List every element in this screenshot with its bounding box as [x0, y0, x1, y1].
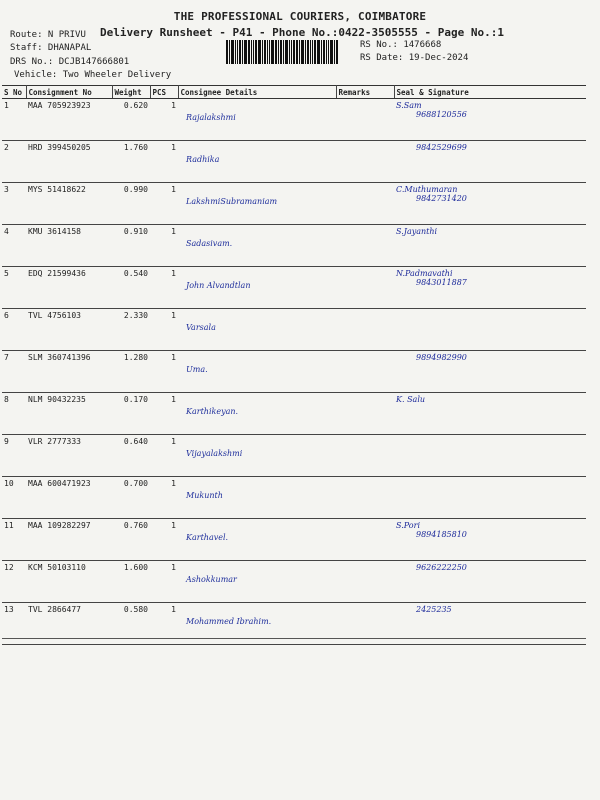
- row-weight: 0.540: [112, 267, 150, 309]
- barcode-bar: [336, 40, 338, 64]
- signature-name: K. Salu: [396, 395, 426, 404]
- table-row: [2, 141, 586, 183]
- barcode-bar: [330, 40, 333, 64]
- table-row: [2, 519, 586, 561]
- barcode-bar: [321, 40, 322, 64]
- table-header-row: [2, 86, 586, 99]
- drs-number: DRS No.: DCJB147666801: [10, 57, 130, 67]
- table-row: [2, 435, 586, 477]
- row-pcs: 1: [150, 183, 178, 225]
- col-consignee: Consignee Details: [178, 86, 336, 99]
- row-consignee: [178, 435, 336, 477]
- row-consignment: MAA 600471923: [26, 477, 112, 519]
- row-sno: 4: [2, 225, 26, 267]
- row-consignment: NLM 90432235: [26, 393, 112, 435]
- row-weight: 1.280: [112, 351, 150, 393]
- row-weight: 0.580: [112, 603, 150, 645]
- barcode-bar: [226, 40, 228, 64]
- col-pcs: PCS: [150, 86, 178, 99]
- barcode-bar: [262, 40, 263, 64]
- rs-number: RS No.: 1476668: [360, 40, 442, 50]
- barcode-bar: [275, 40, 277, 64]
- barcode-bar: [271, 40, 274, 64]
- barcode-bar: [248, 40, 250, 64]
- row-sno: 13: [2, 603, 26, 645]
- barcode-bar: [317, 40, 320, 64]
- company-title: THE PROFESSIONAL COURIERS, COIMBATORE: [173, 10, 427, 23]
- consignee-name: LakshmiSubramaniam: [186, 197, 278, 206]
- signature-name: S.Jayanthi: [396, 227, 438, 236]
- barcode-bar: [323, 40, 325, 64]
- row-weight: 0.990: [112, 183, 150, 225]
- barcode-bar: [283, 40, 284, 64]
- row-signature: [394, 99, 586, 141]
- col-signature: Seal & Signature: [394, 86, 586, 99]
- row-weight: 0.760: [112, 519, 150, 561]
- row-signature: [394, 393, 586, 435]
- row-pcs: 1: [150, 99, 178, 141]
- barcode-bar: [251, 40, 252, 64]
- consignee-name: Sadasivam.: [186, 239, 233, 248]
- barcode-bar: [253, 40, 254, 64]
- row-sno: 11: [2, 519, 26, 561]
- row-pcs: 1: [150, 141, 178, 183]
- row-consignment: TVL 4756103: [26, 309, 112, 351]
- signature-name: S.Pori: [396, 521, 420, 530]
- row-pcs: 1: [150, 309, 178, 351]
- row-remarks: [336, 309, 394, 351]
- barcode-bar: [237, 40, 238, 64]
- row-weight: 0.170: [112, 393, 150, 435]
- signature-phone: 9626222250: [416, 563, 467, 572]
- col-consignment: Consignment No: [26, 86, 112, 99]
- consignee-name: Mohammed Ibrahim.: [186, 617, 272, 626]
- row-consignee: [178, 393, 336, 435]
- row-remarks: [336, 225, 394, 267]
- consignee-name: Rajalakshmi: [186, 113, 236, 122]
- row-consignee: [178, 477, 336, 519]
- row-signature: [394, 141, 586, 183]
- row-consignment: SLM 360741396: [26, 351, 112, 393]
- row-remarks: [336, 519, 394, 561]
- row-remarks: [336, 393, 394, 435]
- row-consignee: [178, 141, 336, 183]
- consignee-name: Vijayalakshmi: [186, 449, 243, 458]
- row-remarks: [336, 99, 394, 141]
- row-sno: 10: [2, 477, 26, 519]
- row-consignment: MAA 109282297: [26, 519, 112, 561]
- row-sno: 2: [2, 141, 26, 183]
- barcode-bar: [231, 40, 234, 64]
- signature-phone: 2425235: [416, 605, 452, 614]
- staff-label: Staff: DHANAPAL: [10, 43, 92, 53]
- barcode-bar: [312, 40, 313, 64]
- row-remarks: [336, 267, 394, 309]
- footer-divider: [2, 638, 586, 639]
- barcode-bar: [267, 40, 268, 64]
- row-pcs: 1: [150, 267, 178, 309]
- barcode-bar: [299, 40, 300, 64]
- barcode-bar: [285, 40, 288, 64]
- row-signature: [394, 561, 586, 603]
- row-weight: 0.620: [112, 99, 150, 141]
- barcode-bar: [229, 40, 230, 64]
- signature-name: C.Muthumaran: [396, 185, 458, 194]
- row-consignee: [178, 309, 336, 351]
- row-weight: 0.640: [112, 435, 150, 477]
- row-consignment: MAA 705923923: [26, 99, 112, 141]
- barcode-bar: [326, 40, 327, 64]
- row-remarks: [336, 435, 394, 477]
- runsheet-table: [2, 85, 586, 645]
- barcode-bar: [314, 40, 316, 64]
- row-weight: 1.600: [112, 561, 150, 603]
- row-consignment: KCM 50103110: [26, 561, 112, 603]
- row-pcs: 1: [150, 561, 178, 603]
- row-sno: 12: [2, 561, 26, 603]
- table-row: [2, 351, 586, 393]
- row-signature: [394, 183, 586, 225]
- barcode-bar: [258, 40, 261, 64]
- row-signature: [394, 225, 586, 267]
- table-row: [2, 393, 586, 435]
- row-weight: 0.700: [112, 477, 150, 519]
- consignee-name: Karthikeyan.: [186, 407, 239, 416]
- row-weight: 2.330: [112, 309, 150, 351]
- table-row: [2, 309, 586, 351]
- row-sno: 6: [2, 309, 26, 351]
- row-consignment: KMU 3614158: [26, 225, 112, 267]
- row-weight: 1.760: [112, 141, 150, 183]
- row-signature: [394, 435, 586, 477]
- barcode-bar: [255, 40, 257, 64]
- signature-name: S.Sam: [396, 101, 422, 110]
- row-remarks: [336, 141, 394, 183]
- barcode-bar: [307, 40, 309, 64]
- table-row: [2, 225, 586, 267]
- col-weight: Weight: [112, 86, 150, 99]
- barcode: [226, 40, 356, 64]
- signature-phone: 9842731420: [416, 194, 467, 203]
- row-consignment: MYS 51418622: [26, 183, 112, 225]
- row-consignment: HRD 399450205: [26, 141, 112, 183]
- barcode-bar: [264, 40, 266, 64]
- barcode-bar: [289, 40, 290, 64]
- consignee-name: Karthavel.: [186, 533, 229, 542]
- row-remarks: [336, 477, 394, 519]
- row-pcs: 1: [150, 393, 178, 435]
- route-label: Route: N PRIVU: [10, 30, 86, 40]
- row-pcs: 1: [150, 603, 178, 645]
- table-row: [2, 477, 586, 519]
- barcode-bar: [334, 40, 335, 64]
- row-sno: 7: [2, 351, 26, 393]
- col-remarks: Remarks: [336, 86, 394, 99]
- barcode-bar: [310, 40, 311, 64]
- barcode-bar: [296, 40, 298, 64]
- signature-phone: 9843011887: [416, 278, 467, 287]
- barcode-bar: [293, 40, 295, 64]
- row-pcs: 1: [150, 435, 178, 477]
- signature-phone: 9688120556: [416, 110, 467, 119]
- row-signature: [394, 351, 586, 393]
- table-row: [2, 561, 586, 603]
- signature-phone: 9894185810: [416, 530, 467, 539]
- table-row: [2, 99, 586, 141]
- row-sno: 5: [2, 267, 26, 309]
- signature-name: N.Padmavathi: [396, 269, 453, 278]
- rs-date: RS Date: 19-Dec-2024: [360, 53, 469, 63]
- barcode-bar: [244, 40, 247, 64]
- barcode-bar: [239, 40, 241, 64]
- col-sno: S No: [2, 86, 26, 99]
- barcode-bar: [291, 40, 292, 64]
- barcode-bar: [305, 40, 306, 64]
- row-consignment: EDQ 21599436: [26, 267, 112, 309]
- row-sno: 9: [2, 435, 26, 477]
- consignee-name: Varsala: [186, 323, 216, 332]
- consignee-name: Mukunth: [186, 491, 223, 500]
- row-consignee: [178, 99, 336, 141]
- row-signature: [394, 477, 586, 519]
- row-pcs: 1: [150, 477, 178, 519]
- row-consignee: [178, 351, 336, 393]
- runsheet-subtitle: Delivery Runsheet - P41 - Phone No.:0422-3505555 - Page No.:1: [100, 26, 504, 39]
- signature-phone: 9842529699: [416, 143, 467, 152]
- row-remarks: [336, 561, 394, 603]
- consignee-name: John Alvandtlan: [186, 281, 251, 290]
- vehicle-label: Vehicle: Two Wheeler Delivery: [14, 70, 172, 80]
- barcode-bar: [235, 40, 236, 64]
- row-consignee: [178, 561, 336, 603]
- row-signature: [394, 519, 586, 561]
- row-consignee: [178, 267, 336, 309]
- table-row: [2, 183, 586, 225]
- barcode-bar: [280, 40, 282, 64]
- row-consignee: [178, 519, 336, 561]
- row-signature: [394, 309, 586, 351]
- row-consignment: VLR 2777333: [26, 435, 112, 477]
- barcode-bar: [301, 40, 304, 64]
- row-pcs: 1: [150, 225, 178, 267]
- row-signature: [394, 267, 586, 309]
- row-consignee: [178, 225, 336, 267]
- row-remarks: [336, 351, 394, 393]
- consignee-name: Ashokkumar: [186, 575, 237, 584]
- row-sno: 8: [2, 393, 26, 435]
- barcode-bar: [278, 40, 279, 64]
- signature-phone: 9894982990: [416, 353, 467, 362]
- barcode-bar: [242, 40, 243, 64]
- consignee-name: Uma.: [186, 365, 208, 374]
- row-remarks: [336, 183, 394, 225]
- consignee-name: Radhika: [186, 155, 220, 164]
- row-consignee: [178, 183, 336, 225]
- table-row: [2, 267, 586, 309]
- row-weight: 0.910: [112, 225, 150, 267]
- barcode-bar: [328, 40, 329, 64]
- row-sno: 1: [2, 99, 26, 141]
- row-consignment: TVL 2866477: [26, 603, 112, 645]
- row-pcs: 1: [150, 519, 178, 561]
- row-pcs: 1: [150, 351, 178, 393]
- row-sno: 3: [2, 183, 26, 225]
- barcode-bar: [269, 40, 270, 64]
